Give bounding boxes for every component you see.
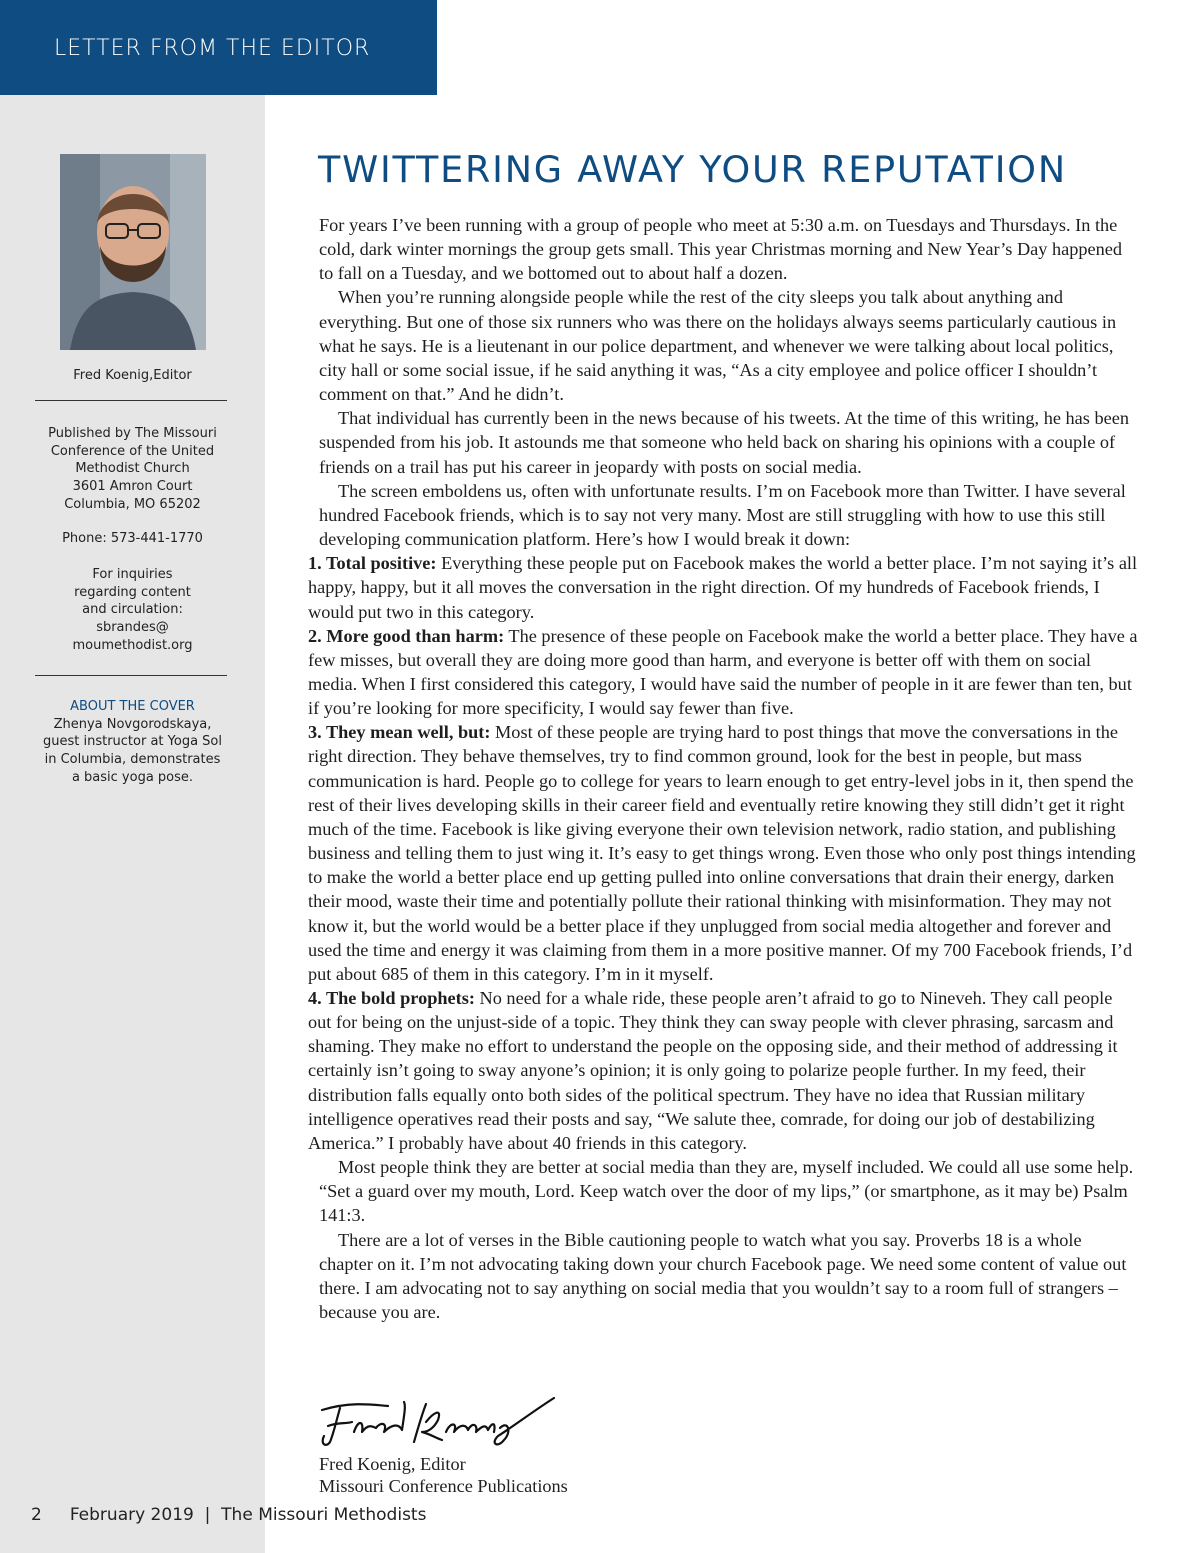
paragraph: Most people think they are better at social media than they are, myself included. We could all use some help. “Set a guard over my mouth, Lord. Keep watch over the door of my lips,” (or smartphone, as it may be) Psalm 141:3. [319, 1157, 1134, 1226]
sign-off [319, 1453, 568, 1497]
paragraph: When you’re running alongside people while the rest of the city sleeps you talk about anything and everything. But one of those six runners who was there on the holidays always seems particularly cautious in what he says. He is a lieutenant in our police department, and whenever we were talking about local politics, city hall or some social issue, if he said anything it was, “As a city employee and police officer I shouldn’t comment on that.” And he didn’t. [319, 287, 1117, 405]
list-item-label: 3. They mean well, but: [308, 722, 491, 743]
inquiries-info: For inquiries regarding content and circulation: sbrandes@ moumethodist.org [72, 567, 193, 653]
section-label: LETTER FROM THE EDITOR [54, 36, 371, 61]
list-item: 3. They mean well, but: Most of these people are trying hard to post things that move the conversations in the right direction. They behave themselves, try to find common ground, look for the best in people, but mass communication is hard. People go to college for years to learn enough to get entry-level jobs in it, then spend the rest of their lives developing skills in their career field and eventually retire knowing they still didn’t get it right much of the time. Facebook is like giving everyone their own television network, radio station, and publishing business and telling them to just wing it. It’s easy to get things wrong. Even those who only post things intending to make the world a better place end up getting pulled into online conversations that drain their energy, darken their mood, waste their time and potentially pollute their rational thinking with misinformation. They may not know it, but the world would be a better place if they unplugged from social media altogether and forever and used the time and energy it was claiming from them in a more positive manner. Of my 700 Facebook friends, I’d put about 685 of them in this category. I’m in it myself. [308, 722, 1136, 984]
paragraph: For years I’ve been running with a group of people who meet at 5:30 a.m. on Tuesdays and Thursdays. In the cold, dark winter mornings the group gets small. This year Christmas morning and New Year’s Day happened to fall on a Tuesday, and we bottomed out to about half a dozen. [319, 215, 1123, 284]
list-item: 4. The bold prophets: No need for a whale ride, these people aren’t afraid to go to Nineveh. They call people out for being on the unjust-side of a topic. They think they can sway people with clever phrasing, sarcasm and shaming. They make no effort to understand the people on the opposing side, and their method of addressing it certainly isn’t going to sway anyone’s opinion; it is only going to polarize people further. In my feed, their distribution falls equally onto both sides of the political spectrum. They have no idea that Russian military intelligence operatives read their posts and say, “We salute thee, comrade, for doing our job of destabilizing America.” I probably have about 40 friends in this category. [308, 988, 1118, 1153]
publisher-info: Published by The Missouri Conference of the United Methodist Church 3601 Amron Court Columbia, MO 65202 [48, 426, 217, 512]
section-header [0, 0, 437, 95]
phone-number: Phone: 573-441-1770 [62, 531, 203, 546]
editor-signature [318, 1392, 558, 1452]
list-item: 2. More good than harm: The presence of these people on Facebook make the world a better place. They have a few misses, but overall they are doing more good than harm, and everyone is better off with them on social media. When I first considered this category, I would have said the number of people in it are fewer than ten, but if you’re looking for more specificity, I would say fewer than five. [308, 625, 1138, 719]
sidebar [0, 95, 265, 1553]
paragraph: There are a lot of verses in the Bible cautioning people to watch what you say. Proverbs 18 is a whole chapter on it. I’m not advocating taking down your church Facebook page. We need some content of value out there. I am advocating not to say anything on social media that you wouldn’t say to a room full of strangers – because you are. [319, 1229, 1127, 1323]
list-item-label: 2. More good than harm: [308, 625, 505, 646]
article-body [308, 213, 1139, 1324]
divider [35, 400, 227, 401]
page-number: 2 [31, 1505, 42, 1525]
list-item-label: 4. The bold prophets: [308, 988, 475, 1008]
paragraph: The screen emboldens us, often with unfortunate results. I’m on Facebook more than Twitter. I have several hundred Facebook friends, which is to say not very many. Most are still struggling with how to use this still developing communication platform. Here’s how I would break it down: [319, 480, 1126, 550]
about-cover-title: ABOUT THE COVER [70, 699, 195, 714]
list-item: 1. Total positive: Everything these people put on Facebook makes the world a better place. I’m not saying it’s all happy, happy, but it all moves the conversation in the right direction. Of my hundreds of Facebook friends, I would put two in this category. [308, 553, 1138, 622]
list-item-label: 1. Total positive: [308, 553, 437, 574]
photo-caption: Fred Koenig,Editor [73, 368, 192, 383]
editor-org: Missouri Conference Publications [319, 1476, 568, 1496]
page-footer [31, 1505, 426, 1525]
about-cover: ABOUT THE COVER Zhenya Novgorodskaya, guest instructor at Yoga Sol in Columbia, demonstrates a basic yoga pose. [0, 698, 265, 787]
article-title: TWITTERING AWAY YOUR REPUTATION [318, 148, 1067, 191]
divider [35, 675, 227, 676]
editor-photo [60, 154, 206, 350]
editor-name: Fred Koenig, Editor [319, 1454, 466, 1474]
paragraph: That individual has currently been in the news because of his tweets. At the time of this writing, he has been suspended from his job. It astounds me that someone who held back on sharing his opinions with a couple of friends on a trail has put his career in jeopardy with posts on social media. [319, 408, 1129, 477]
issue-info: February 2019 | The Missouri Methodists [69, 1505, 427, 1525]
